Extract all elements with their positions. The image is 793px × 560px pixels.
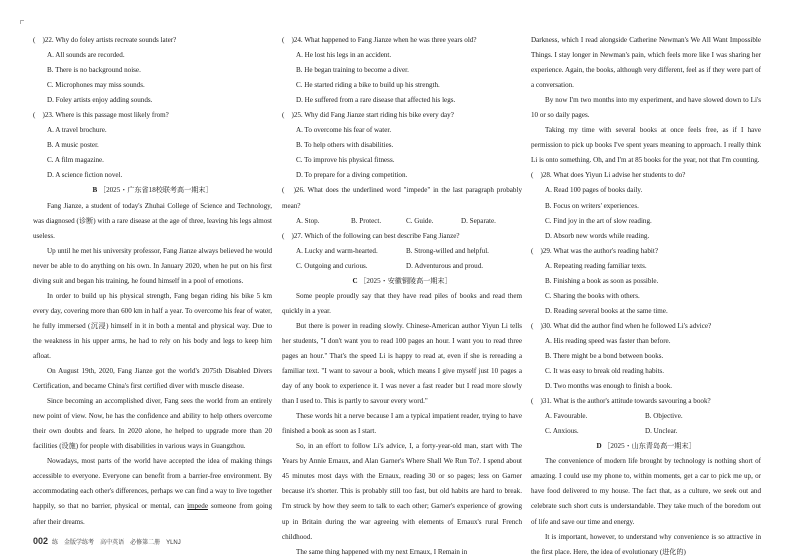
question-24-stem: ( )24. What happened to Fang Jianze when he was three years old? [282, 36, 477, 44]
question-25-stem: ( )25. Why did Fang Jianze start riding his bike every day? [282, 111, 454, 120]
question-26-option-a: A. Stop. [296, 216, 320, 225]
crop-mark-top-left [20, 20, 24, 24]
question-31-stem: ( )31. What is the author's attitude towards savouring a book? [531, 397, 711, 406]
passage-b-last-paragraph [33, 454, 272, 529]
question-27-option-d: D. Adventurous and proud. [406, 261, 484, 270]
question-31-options-row-1 [531, 409, 761, 424]
question-26-option-c: C. Guide. [406, 216, 434, 225]
question-31-option-a: A. Favourable. [545, 412, 588, 421]
question-27-option-c: C. Outgoing and curious. [296, 261, 368, 270]
question-30-option-b: B. There might be a bond between books. [545, 351, 664, 360]
question-26-option-b: B. Protect. [351, 216, 382, 225]
question-24-option-c: C. He started riding a bike to build up his strength. [296, 81, 440, 90]
question-23-option-c: C. A film magazine. [47, 156, 104, 165]
passage-c-paragraph: These words hit a nerve because I am a typical impatient reader, trying to have finished a book as soon as I start. [282, 412, 522, 436]
question-23-option-a: A. A travel brochure. [47, 126, 107, 135]
last-paragraph-text-before: Nowadays, most parts of the world have accepted the idea of making things accessible to everyone. Everyone can benefit from a barrier-free environment. By accommodating each other's differences, perhaps we can find a way to live together happily, so that no barrier, physical or mental, can [33, 457, 272, 511]
question-27-options-row-2 [282, 259, 522, 274]
page-number: 002 [33, 536, 49, 546]
question-26-options [282, 214, 522, 229]
question-29-option-c: C. Sharing the books with others. [545, 291, 640, 300]
question-25-option-d: D. To prepare for a diving competition. [296, 171, 408, 180]
question-27-stem: ( )27. Which of the following can best describe Fang Jianze? [282, 231, 460, 240]
footer-label: 练 [52, 540, 59, 546]
question-30-option-a: A. His reading speed was faster than before. [545, 336, 671, 345]
column-right [531, 33, 761, 560]
question-28-stem: ( )28. What does Yiyun Li advise her students to do? [531, 171, 686, 180]
passage-b-paragraph: On August 19th, 2020, Fang Jianze got the world's 2075th Disabled Divers Certification, and became China's first certified diver with muscle disease. [33, 367, 272, 391]
question-25-option-a: A. To overcome his fear of water. [296, 126, 392, 135]
passage-c-paragraph: So, in an effort to follow Li's advice, I, a forty-year-old man, start with The Years by Annie Ernaux, and Alan Garner's Where Shall We Run To?. I spend about 45 minutes most days with the Ernaux, reading 30 or so pages; less on Garner because it's shorter. This is probably still too fast, but old habits are hard to break. I'm struck by how they seem to talk to each other; Garner's experience of growing up in Britain during the war agreeing with elements of Ernaux's rural French childhood. [282, 442, 522, 541]
passage-b-source: ［2025・广东省18校联考高一期末］ [99, 186, 213, 195]
question-30-stem: ( )30. What did the author find when he followed Li's advice? [531, 321, 712, 330]
passage-c-heading [282, 274, 522, 289]
question-26-option-d: D. Separate. [461, 216, 496, 225]
footer-book-series: 金版学练考 [64, 540, 95, 546]
last-paragraph-text-after: someone from going after their dreams. [33, 502, 272, 526]
passage-b-paragraph: Fang Jianze, a student of today's Zhuhai College of Science and Technology, was diagnosed (诊断) with a rare disease at the age of three, leaving his legs almost useless. [33, 201, 272, 240]
question-24-option-d: D. He suffered from a rare disease that affected his legs. [296, 96, 456, 105]
passage-c-continued-paragraph: Darkness, which I read alongside Catherine Newman's We All Want Impossible Things. I stay longer in Newman's pain, which feels more like I was sharing her experience. Again, the books, although very different, feel as if they were part of a conversation. [531, 36, 761, 90]
passage-c-source: ［2025・安徽铜陵高一期末］ [359, 276, 452, 285]
question-29-stem: ( )29. What was the author's reading habit? [531, 246, 659, 255]
footer-subject: 高中英语 [100, 540, 125, 546]
question-24-option-b: B. He began training to become a diver. [296, 66, 409, 75]
question-30-option-c: C. It was easy to break old reading habits. [545, 367, 664, 376]
page-footer [33, 536, 187, 546]
passage-c-paragraph: But there is power in reading slowly. Chinese-American author Yiyun Li tells her students, "I don't want you to read 100 pages an hour. I want you to read three pages an hour." That's the speed Li is happy to read at, even if she is rereading a familiar text. "I want to savour a book, which means I give myself just 10 pages a day of any book to experience it. I was never a fast reader but I read more slowly than I used to. This is partly to savour every word." [282, 321, 522, 406]
passage-c-paragraph: The same thing happened with my next Ernaux, I Remain in [296, 547, 468, 556]
question-25-option-b: B. To help others with disabilities. [296, 141, 394, 150]
passage-b-paragraph: Since becoming an accomplished diver, Fang sees the world from an entirely new point of view. Now, he has the confidence and ability to help others overcome their own doubts and fears. In 2020 alone, he helped to upgrade more than 20 facilities (设施) for people with disabilities in various ways in Guangzhou. [33, 397, 272, 451]
passage-d-heading [531, 439, 761, 454]
question-29-option-a: A. Repeating reading familiar texts. [545, 261, 647, 270]
question-22-option-b: B. There is no background noise. [47, 66, 141, 75]
passage-c-label: C [352, 276, 358, 285]
question-27-options-row-1 [282, 244, 522, 259]
question-31-option-b: B. Objective. [645, 412, 683, 421]
question-27-option-a: A. Lucky and warm-hearted. [296, 246, 378, 255]
question-28-option-a: A. Read 100 pages of books daily. [545, 186, 643, 195]
question-22-option-c: C. Microphones may miss sounds. [47, 81, 145, 90]
question-31-option-d: D. Unclear. [645, 427, 678, 436]
question-22-option-d: D. Foley artists enjoy adding sounds. [47, 96, 153, 105]
question-23-stem: ( )23. Where is this passage most likely from? [33, 111, 169, 120]
passage-b-heading [33, 183, 272, 198]
question-23-option-b: B. A music poster. [47, 141, 99, 150]
question-28-option-b: B. Focus on writers' experiences. [545, 201, 639, 210]
column-middle [282, 33, 522, 560]
passage-b-paragraph: Up until he met his university professor, Fang Jianze always believed he would never be able to do anything on his own. In January 2020, when he put on his first diving suit and began his training, he found himself in a pool of emotions. [33, 246, 272, 285]
question-26-stem: ( )26. What does the underlined word "impede" in the last paragraph probably mean? [282, 186, 522, 210]
footer-volume: 必修第二册 [130, 540, 161, 546]
passage-d-paragraph: The convenience of modern life brought by technology is nothing short of amazing. I could use my phone to, within moments, get a car to pick me up, or have food delivered to my house. The fact that, as a culture, we seek out and celebrate such short cuts is understandable. They take much of the boredom out of life and save our time and energy. [531, 457, 761, 526]
question-24-option-a: A. He lost his legs in an accident. [296, 51, 392, 60]
column-left [33, 33, 272, 530]
question-30-option-d: D. Two months was enough to finish a book. [545, 382, 673, 391]
question-31-options-row-2 [531, 424, 761, 439]
question-29-option-d: D. Reading several books at the same time. [545, 306, 668, 315]
question-31-option-c: C. Anxious. [545, 427, 579, 436]
passage-d-paragraph: It is important, however, to understand why convenience is so attractive in the first place. Here, the idea of evolutionary (进化的) [531, 532, 761, 556]
passage-d-label: D [596, 442, 602, 451]
question-27-option-b: B. Strong-willed and helpful. [406, 246, 489, 255]
footer-edition-code: YLNJ [166, 540, 181, 546]
passage-c-paragraph: Taking my time with several books at once feels free, as if I have permission to pick up books I've spent years meaning to approach. I really think Li is onto something. Oh, and I'm at 85 books for the year, not that I'm counting. [531, 126, 761, 165]
question-22-stem: ( )22. Why do foley artists recreate sounds later? [33, 36, 177, 44]
question-28-option-d: D. Absorb new words while reading. [545, 231, 650, 240]
question-28-option-c: C. Find joy in the art of slow reading. [545, 216, 652, 225]
question-29-option-b: B. Finishing a book as soon as possible. [545, 276, 659, 285]
passage-b-label: B [92, 186, 98, 195]
passage-c-paragraph: Some people proudly say that they have read piles of books and read them quickly in a year. [282, 291, 522, 315]
passage-c-paragraph: By now I'm two months into my experiment, and have slowed down to Li's 10 or so daily pages. [531, 96, 761, 120]
question-22-option-a: A. All sounds are recorded. [47, 51, 125, 60]
underlined-word-impede: impede [187, 502, 208, 511]
passage-d-source: ［2025・山东青岛高一期末］ [603, 442, 696, 451]
passage-b-paragraph: In order to build up his physical strength, Fang began riding his bike 5 km every day, covering more than 600 km in half a year. To overcome his fear of water, he fully immersed (沉浸) himself in it in both a mental and physical way. Due to the weakness in his upper arms, he had to rely on his body and legs to keep him afloat. [33, 291, 272, 360]
question-25-option-c: C. To improve his physical fitness. [296, 156, 395, 165]
question-23-option-d: D. A science fiction novel. [47, 171, 123, 180]
